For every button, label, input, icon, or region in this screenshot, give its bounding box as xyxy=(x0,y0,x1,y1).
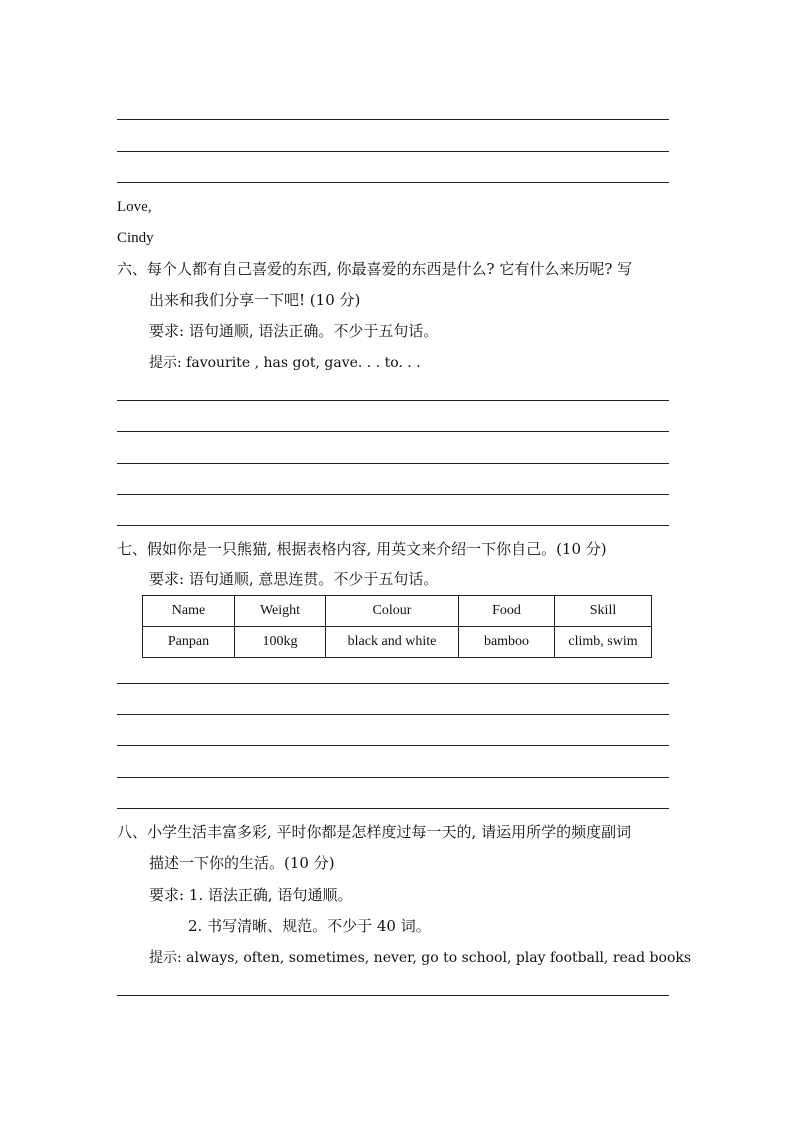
answer-line xyxy=(117,745,669,746)
q6-prompt-line2: 出来和我们分享一下吧! (10 分) xyxy=(149,291,361,309)
q7-requirement: 要求: 语句通顺, 意思连贯。不少于五句话。 xyxy=(149,570,439,588)
q8-prompt-line1: 八、小学生活丰富多彩, 平时你都是怎样度过每一天的, 请运用所学的频度副词 xyxy=(117,823,632,841)
answer-line xyxy=(117,400,669,401)
answer-line xyxy=(117,995,669,996)
letter-signature: Cindy xyxy=(117,230,154,246)
table-cell: 100kg xyxy=(235,627,326,658)
answer-line xyxy=(117,119,669,120)
answer-line xyxy=(117,463,669,464)
panda-info-table xyxy=(142,595,652,658)
answer-line xyxy=(117,182,669,183)
table-row xyxy=(143,627,652,658)
answer-line xyxy=(117,683,669,684)
table-header-cell: Skill xyxy=(555,596,652,627)
table-header-cell: Weight xyxy=(235,596,326,627)
letter-closing: Love, xyxy=(117,199,152,215)
answer-line xyxy=(117,431,669,432)
table-cell: black and white xyxy=(326,627,459,658)
answer-line xyxy=(117,714,669,715)
table-cell: climb, swim xyxy=(555,627,652,658)
q8-requirement-2: 2. 书写清晰、规范。不少于 40 词。 xyxy=(188,917,431,935)
table-header-cell: Name xyxy=(143,596,235,627)
table-cell: bamboo xyxy=(459,627,555,658)
q6-prompt-line1: 六、每个人都有自己喜爱的东西, 你最喜爱的东西是什么? 它有什么来历呢? 写 xyxy=(117,260,633,278)
q6-hint: 提示: favourite , has got, gave. . . to. . . xyxy=(149,355,421,371)
table-header-cell: Food xyxy=(459,596,555,627)
q7-prompt: 七、假如你是一只熊猫, 根据表格内容, 用英文来介绍一下你自己。(10 分) xyxy=(117,540,607,558)
answer-line xyxy=(117,494,669,495)
q8-prompt-line2: 描述一下你的生活。(10 分) xyxy=(149,854,335,872)
answer-line xyxy=(117,808,669,809)
q8-hint: 提示: always, often, sometimes, never, go to school, play football, read books xyxy=(149,950,692,966)
q6-requirement: 要求: 语句通顺, 语法正确。不少于五句话。 xyxy=(149,322,439,340)
answer-line xyxy=(117,525,669,526)
table-cell: Panpan xyxy=(143,627,235,658)
answer-line xyxy=(117,151,669,152)
table-header-row xyxy=(143,596,652,627)
table-header-cell: Colour xyxy=(326,596,459,627)
q8-requirement-1: 要求: 1. 语法正确, 语句通顺。 xyxy=(149,886,353,904)
answer-line xyxy=(117,777,669,778)
